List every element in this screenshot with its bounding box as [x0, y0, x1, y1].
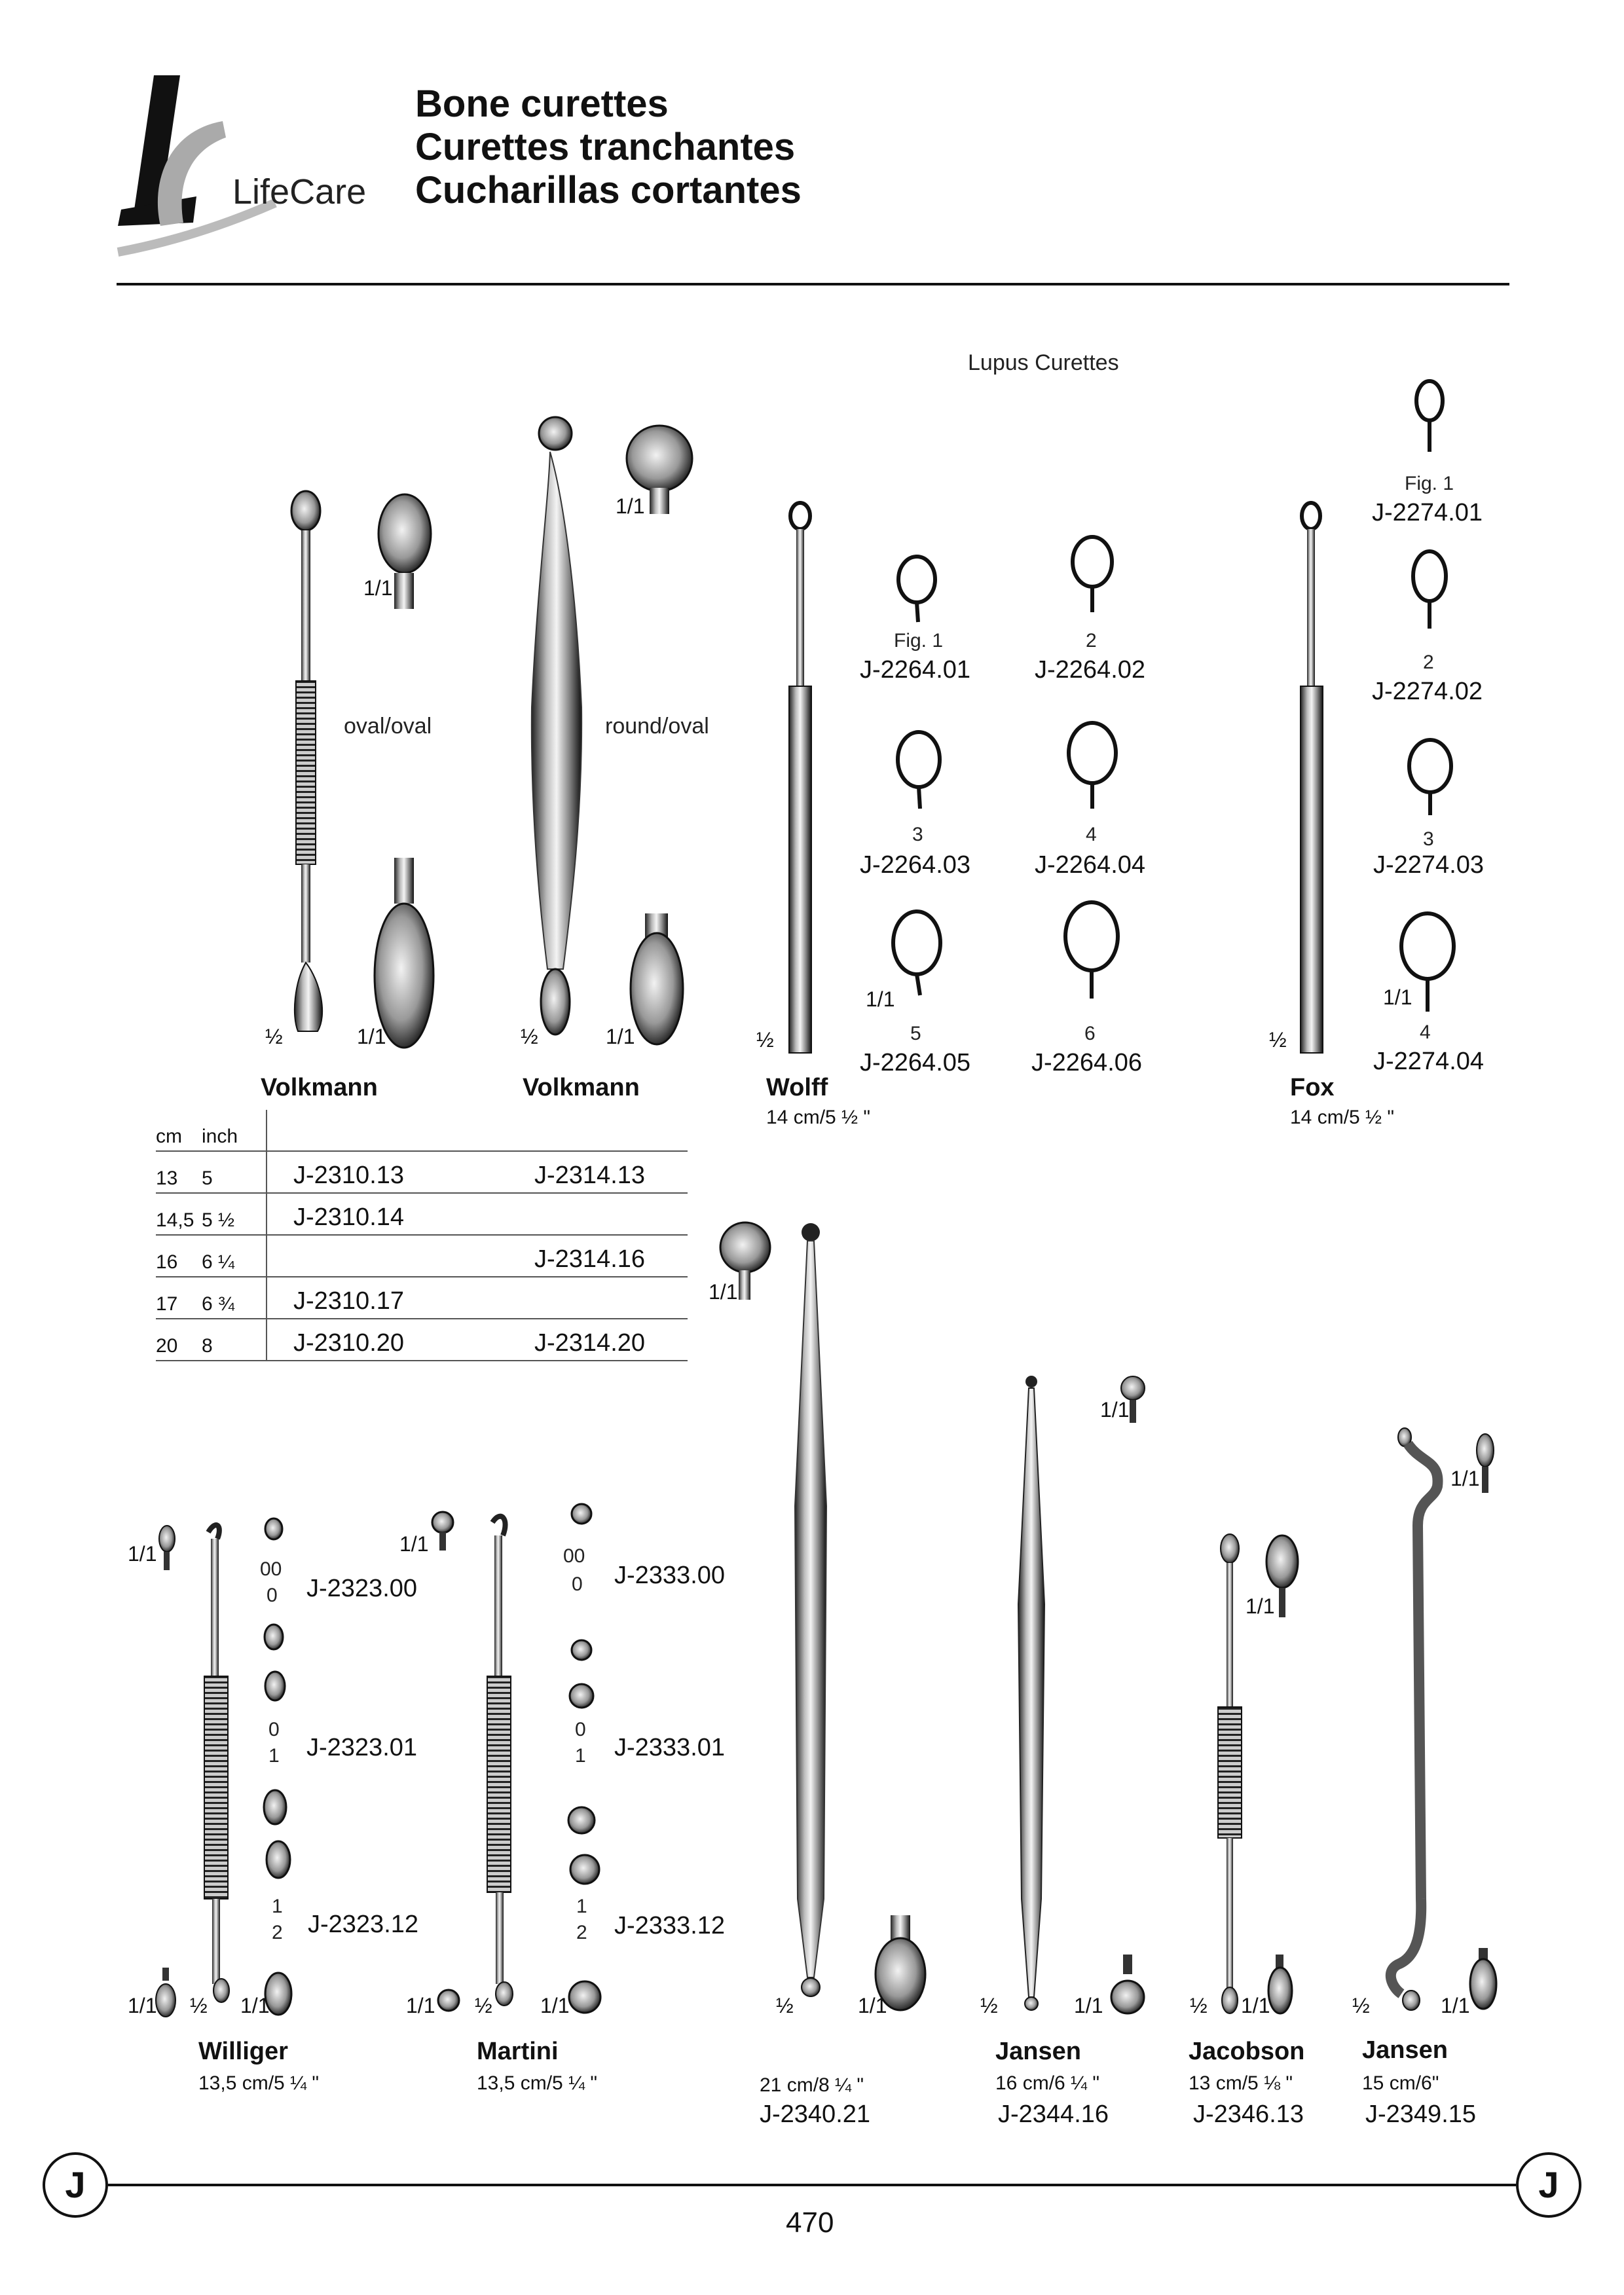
product-code: J-2340.21 [760, 2101, 871, 2128]
scale-mark: 1/1 [1450, 1467, 1480, 1490]
size-label: 0 [267, 1585, 278, 1606]
scale-mark: 1/1 [406, 1994, 435, 2017]
size-label: 0 [268, 1719, 280, 1740]
table-row: 13 5 J-2310.13 J-2314.13 [156, 1151, 688, 1193]
product-name-volkmann: Volkmann [261, 1074, 378, 1101]
logo-text: LifeCare [232, 172, 367, 211]
scale-mark: ½ [475, 1994, 492, 2017]
scale-mark: 1/1 [1100, 1398, 1130, 1422]
scale-mark: 1/1 [1383, 985, 1412, 1009]
table-row: 16 6 ¼ J-2314.16 [156, 1235, 688, 1277]
size-label: 2 [272, 1922, 283, 1943]
scale-mark: 1/1 [240, 1994, 270, 2017]
fig-label: 5 [910, 1023, 921, 1044]
size-label: 00 [260, 1558, 282, 1580]
jansen-curette-15cm [1391, 1428, 1496, 2010]
product-code: J-2323.12 [308, 1911, 419, 1938]
scale-mark: 1/1 [1246, 1594, 1275, 1618]
product-name-williger: Williger [198, 2038, 288, 2065]
product-name-jansen: Jansen [1362, 2036, 1448, 2064]
product-name-fox: Fox [1290, 1074, 1335, 1101]
product-name-jacobson: Jacobson [1189, 2038, 1305, 2065]
product-size: 14 cm/5 ½ " [766, 1107, 871, 1128]
scale-mark: ½ [521, 1025, 538, 1048]
lupus-curette-tips [893, 537, 1118, 999]
size-label: 0 [572, 1573, 583, 1595]
page-title-en: Bone curettes [415, 83, 669, 125]
product-code: J-2274.01 [1372, 499, 1483, 526]
product-name-volkmann: Volkmann [523, 1074, 640, 1101]
scale-mark: 1/1 [709, 1280, 738, 1304]
product-code: J-2333.00 [614, 1562, 726, 1589]
fig-label: 4 [1420, 1021, 1431, 1043]
table-row: 14,5 5 ½ J-2310.14 [156, 1193, 688, 1235]
scale-mark: ½ [756, 1028, 774, 1052]
scale-mark: 1/1 [616, 494, 645, 518]
size-label: 1 [268, 1745, 280, 1767]
table-header-cm: cm [156, 1126, 182, 1147]
product-size: 14 cm/5 ½ " [1290, 1107, 1395, 1128]
jansen-curette-16cm [1018, 1376, 1145, 2013]
fig-label: 2 [1086, 630, 1097, 652]
product-size: 13 cm/5 ⅛ " [1189, 2072, 1293, 2094]
table-header-inch: inch [202, 1110, 267, 1151]
table-row: 17 6 ¾ J-2310.17 [156, 1277, 688, 1319]
product-name-martini: Martini [477, 2038, 559, 2065]
scale-mark: 1/1 [540, 1994, 570, 2017]
product-code: J-2264.05 [860, 1049, 971, 1076]
label-oval-oval: oval/oval [344, 714, 432, 739]
double-ended-curette-21cm [720, 1222, 925, 2010]
scale-mark: 1/1 [363, 576, 393, 600]
scale-mark: 1/1 [866, 987, 895, 1011]
fig-label: Fig. 1 [894, 630, 944, 652]
fig-label: 2 [1423, 652, 1434, 673]
product-code: J-2264.03 [860, 851, 971, 879]
wolff-curette [789, 503, 811, 1053]
fig-label: 6 [1084, 1023, 1096, 1044]
fig-label: 3 [1423, 828, 1434, 850]
size-label: 0 [575, 1719, 586, 1740]
label-lupus-curettes: Lupus Curettes [968, 350, 1119, 375]
page-title-fr: Curettes tranchantes [415, 126, 796, 168]
scale-mark: 1/1 [357, 1025, 386, 1048]
product-code: J-2346.13 [1193, 2101, 1304, 2128]
product-code: J-2333.12 [614, 1912, 726, 1939]
scale-mark: 1/1 [1441, 1994, 1470, 2017]
product-size: 16 cm/6 ¼ " [995, 2072, 1100, 2094]
scale-mark: 1/1 [128, 1994, 157, 2017]
size-label: 1 [272, 1896, 283, 1917]
scale-mark: ½ [980, 1994, 998, 2017]
product-size: 13,5 cm/5 ¼ " [198, 2072, 320, 2094]
fig-label: Fig. 1 [1405, 473, 1454, 494]
product-code: J-2274.02 [1372, 678, 1483, 705]
scale-mark: ½ [1269, 1028, 1287, 1052]
product-name-wolff: Wolff [766, 1074, 828, 1101]
product-size: 21 cm/8 ¼ " [760, 2074, 864, 2096]
scale-mark: ½ [190, 1994, 208, 2017]
table-row: 20 8 J-2310.20 J-2314.20 [156, 1319, 688, 1361]
product-code: J-2264.02 [1035, 656, 1146, 684]
fox-curette [1301, 503, 1323, 1053]
section-badge-left: J [43, 2152, 108, 2218]
size-label: 2 [576, 1922, 587, 1943]
lifecare-logo-mark [118, 75, 275, 252]
scale-mark: ½ [265, 1025, 283, 1048]
product-size: 13,5 cm/5 ¼ " [477, 2072, 598, 2094]
page-title-es: Cucharillas cortantes [415, 169, 802, 211]
volkmann-size-table [156, 1110, 688, 1361]
scale-mark: ½ [776, 1994, 794, 2017]
product-code: J-2323.01 [306, 1734, 418, 1761]
product-size: 15 cm/6" [1362, 2072, 1439, 2094]
scale-mark: 1/1 [858, 1994, 887, 2017]
scale-mark: 1/1 [1074, 1994, 1103, 2017]
scale-mark: 1/1 [399, 1532, 429, 1556]
fig-label: 4 [1086, 824, 1097, 845]
volkmann-oval-oval-curette [291, 491, 434, 1048]
product-code: J-2264.01 [860, 656, 971, 684]
scale-mark: 1/1 [606, 1025, 635, 1048]
product-code: J-2333.01 [614, 1734, 726, 1761]
fig-label: 3 [912, 824, 923, 845]
label-round-oval: round/oval [605, 714, 709, 739]
section-badge-right: J [1516, 2152, 1581, 2218]
scale-mark: 1/1 [128, 1542, 157, 1566]
martini-curette [432, 1512, 513, 2011]
product-code: J-2274.04 [1373, 1048, 1485, 1075]
product-code: J-2323.00 [306, 1575, 418, 1602]
page-number: 470 [786, 2207, 834, 2239]
product-code: J-2264.04 [1035, 851, 1146, 879]
product-code: J-2274.03 [1373, 851, 1485, 879]
product-code: J-2349.15 [1365, 2101, 1477, 2128]
scale-mark: ½ [1190, 1994, 1208, 2017]
size-label: 1 [576, 1896, 587, 1917]
size-label: 00 [563, 1545, 585, 1567]
product-code: J-2344.16 [998, 2101, 1109, 2128]
scale-mark: 1/1 [1241, 1994, 1270, 2017]
product-code: J-2264.06 [1031, 1049, 1143, 1076]
size-label: 1 [575, 1745, 586, 1767]
williger-curette [156, 1525, 229, 2017]
product-name-jansen: Jansen [995, 2038, 1081, 2065]
scale-mark: ½ [1352, 1994, 1370, 2017]
